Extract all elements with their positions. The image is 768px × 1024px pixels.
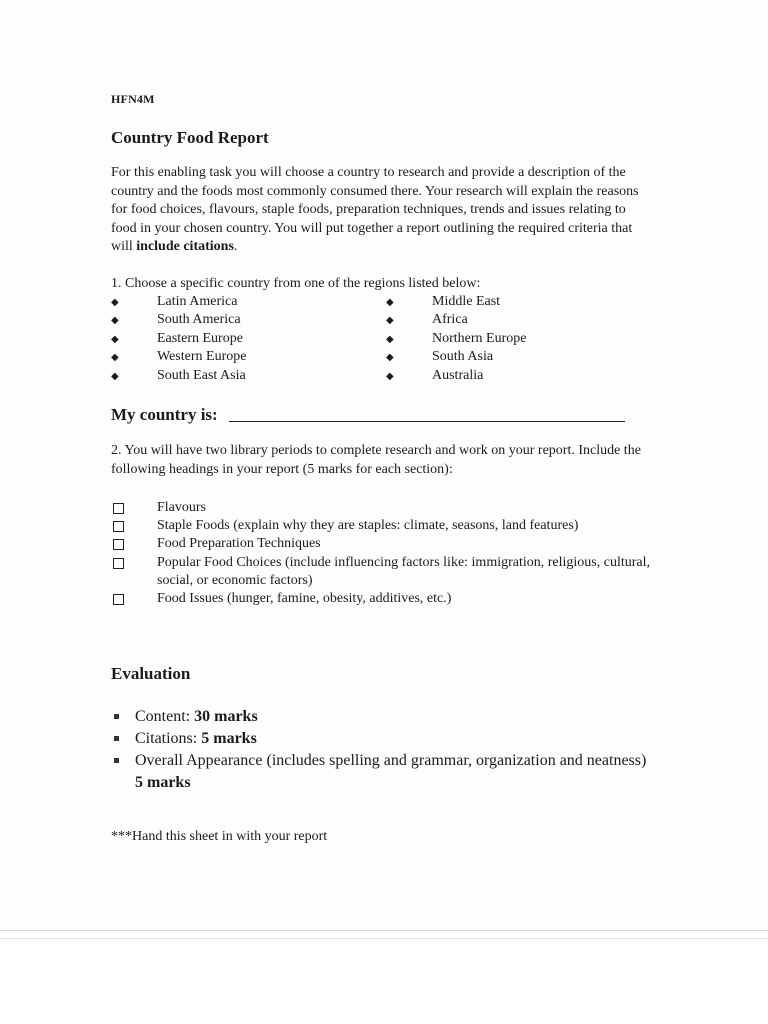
region-label: Africa: [432, 312, 468, 328]
report-heading-item: [111, 554, 651, 590]
diamond-bullet-icon: ◆: [111, 352, 119, 364]
region-label: Middle East: [432, 294, 501, 309]
regions-list: [111, 294, 571, 386]
diamond-bullet-icon: ◆: [111, 333, 119, 345]
region-label: South Asia: [432, 349, 494, 365]
intro-paragraph: [111, 164, 651, 257]
region-label: Eastern Europe: [157, 330, 243, 346]
evaluation-label: Overall Appearance (includes spelling and grammar, organization and neatness): [135, 752, 647, 769]
report-heading-item: [111, 590, 651, 608]
evaluation-list: [111, 706, 651, 794]
report-heading-label: Flavours: [157, 500, 206, 515]
hand-in-note: ***Hand this sheet in with your report: [111, 829, 328, 844]
my-country-label: My country is:: [111, 405, 218, 424]
checkbox-icon[interactable]: [113, 539, 124, 550]
page-title: Country Food Report: [111, 128, 269, 147]
evaluation-marks: 30 marks: [194, 708, 258, 725]
report-heading-label: Food Issues (hunger, famine, obesity, additives, etc.): [157, 591, 452, 607]
square-bullet-icon: [114, 736, 119, 741]
region-label: South America: [157, 312, 241, 328]
question-2: 2. You will have two library periods to complete research and work on your report. Include the following headings in your report (5 marks for each section):: [111, 443, 641, 477]
region-row: [111, 294, 571, 312]
evaluation-item: [111, 728, 651, 750]
checkbox-icon[interactable]: [113, 503, 124, 514]
evaluation-item: [111, 750, 651, 794]
region-label: Australia: [432, 367, 484, 383]
evaluation-title: Evaluation: [111, 664, 191, 683]
diamond-bullet-icon: ◆: [111, 370, 119, 382]
my-country-blank-line[interactable]: [229, 421, 625, 422]
evaluation-label: Content:: [135, 708, 195, 725]
region-row: [111, 331, 571, 349]
evaluation-item: [111, 706, 651, 728]
region-row: [111, 312, 571, 330]
region-label: Northern Europe: [432, 330, 527, 346]
report-heading-label: Food Preparation Techniques: [157, 536, 321, 552]
region-row: [111, 368, 571, 386]
question-1: 1. Choose a specific country from one of the regions listed below:: [111, 276, 481, 291]
checkbox-icon[interactable]: [113, 558, 124, 569]
evaluation-marks: 5 marks: [135, 774, 191, 791]
intro-bold-text: include citations: [136, 239, 234, 255]
diamond-bullet-icon: ◆: [386, 352, 394, 364]
diamond-bullet-icon: ◆: [386, 297, 394, 308]
square-bullet-icon: [114, 758, 119, 763]
intro-text: For this enabling task you will choose a country to research and provide a description of the country and the foods most commonly consumed there. Your research will explain the reasons for food choices, flavours, staple foods, preparation techniques, trends and issues relating to food in your chosen country. You will put together a report outlining the required criteria that will: [111, 165, 639, 255]
checkbox-icon[interactable]: [113, 594, 124, 605]
report-heading-item: [111, 535, 651, 553]
diamond-bullet-icon: ◆: [386, 370, 394, 382]
square-bullet-icon: [114, 714, 119, 719]
evaluation-marks: 5 marks: [201, 730, 257, 747]
region-label: Western Europe: [157, 349, 247, 365]
diamond-bullet-icon: ◆: [386, 315, 394, 327]
region-label: Latin America: [157, 294, 238, 309]
region-row: [111, 349, 571, 367]
checkbox-icon[interactable]: [113, 521, 124, 532]
diamond-bullet-icon: ◆: [386, 333, 394, 345]
report-heading-item: [111, 517, 651, 535]
page-edge-divider: [0, 938, 768, 939]
course-code: HFN4M: [111, 92, 155, 106]
evaluation-label: Citations:: [135, 730, 202, 747]
report-headings-list: [111, 499, 651, 608]
diamond-bullet-icon: ◆: [111, 315, 119, 327]
intro-end: .: [233, 239, 238, 255]
region-label: South East Asia: [157, 367, 246, 383]
report-heading-item: [111, 499, 651, 517]
diamond-bullet-icon: ◆: [111, 297, 119, 308]
report-heading-label: Popular Food Choices (include influencing factors like: immigration, religious, cultural, social, or economic factors): [157, 554, 651, 588]
report-heading-label: Staple Foods (explain why they are staples: climate, seasons, land features): [157, 518, 579, 534]
